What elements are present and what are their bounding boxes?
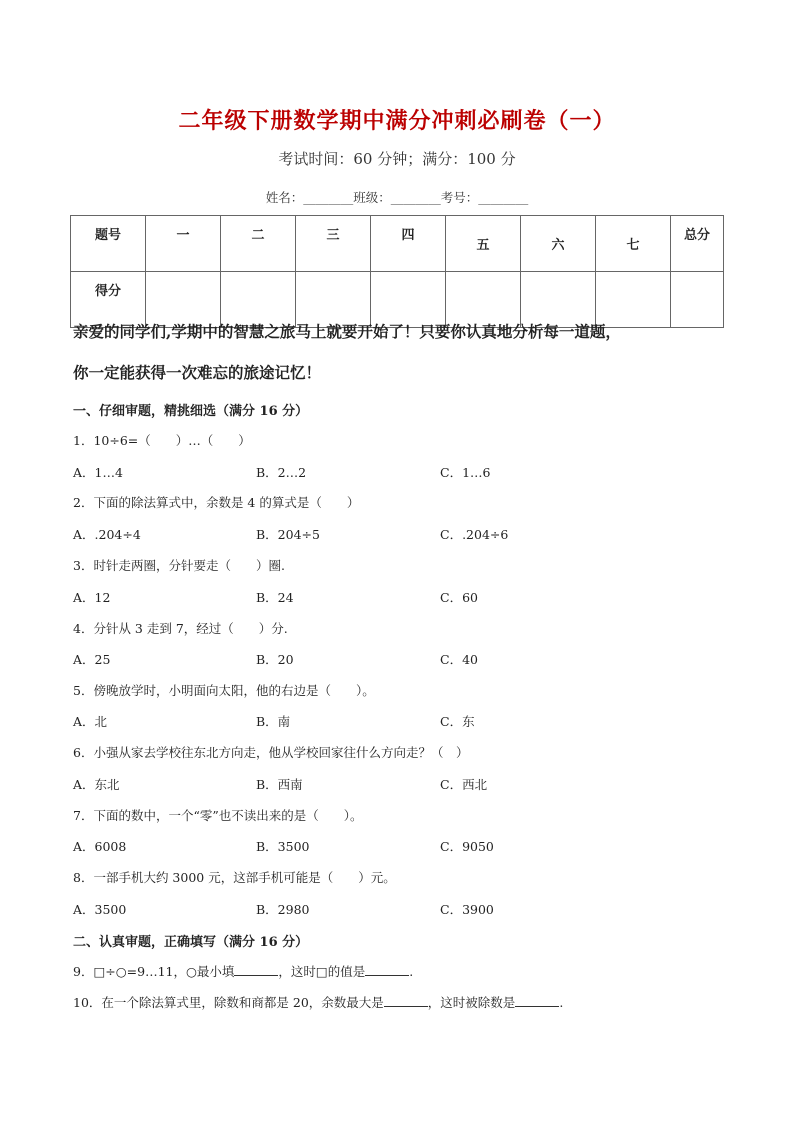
score-header-cell: 三 [296, 216, 371, 272]
score-header-cell: 题号 [71, 216, 146, 272]
option-a: A．6008 [73, 839, 127, 854]
question-text: ，这时□的值是 [278, 964, 366, 979]
option-a: A．.204÷4 [73, 527, 141, 542]
option-a: A．25 [73, 652, 111, 667]
option-b: B．2…2 [256, 465, 307, 480]
option-c: C．3900 [440, 902, 494, 917]
intro-text-line-1: 亲爱的同学们,学期中的智慧之旅马上就要开始了！只要你认真地分析每一道题， [73, 322, 621, 341]
page-title: 二年级下册数学期中满分冲刺必刷卷（一） [178, 108, 616, 134]
score-table [70, 215, 724, 328]
option-a: A．12 [73, 590, 111, 605]
section-1-heading: 一、仔细审题，精挑细选（满分 16 分） [73, 404, 309, 419]
score-table-header-row [71, 216, 724, 272]
question-text: 10．在一个除法算式里，除数和商都是 20，余数最大是 [73, 995, 384, 1010]
answer-blank[interactable] [234, 963, 278, 976]
option-a: A．东北 [73, 777, 120, 792]
question-text: . [409, 964, 414, 979]
score-row-label: 得分 [71, 272, 146, 328]
option-c: C．60 [440, 590, 478, 605]
score-header-cell: 七 [596, 216, 671, 272]
option-a: A．3500 [73, 902, 127, 917]
question-stem: 1．10÷6=（ ）…（ ） [73, 433, 251, 448]
option-b: B．20 [256, 652, 294, 667]
question-stem: 5．傍晚放学时，小明面向太阳，他的右边是（ ）。 [73, 683, 375, 698]
option-c: C．40 [440, 652, 478, 667]
option-b: B．2980 [256, 902, 310, 917]
option-c: C．西北 [440, 777, 488, 792]
score-header-cell: 五 [446, 216, 521, 272]
score-header-cell: 一 [146, 216, 221, 272]
intro-text-line-2: 你一定能获得一次难忘的旅途记忆！ [73, 363, 322, 382]
option-a: A．1…4 [73, 465, 123, 480]
option-b: B．南 [256, 714, 291, 729]
question-stem: 6．小强从家去学校往东北方向走，他从学校回家往什么方向走？（ ） [73, 745, 469, 760]
option-c: C．1…6 [440, 465, 491, 480]
option-b: B．3500 [256, 839, 310, 854]
option-c: C．9050 [440, 839, 494, 854]
section-2-heading: 二、认真审题，正确填写（满分 16 分） [73, 935, 309, 950]
option-a: A．北 [73, 714, 108, 729]
question-9 [73, 962, 413, 980]
question-10 [73, 993, 563, 1011]
score-header-cell: 二 [221, 216, 296, 272]
question-stem: 7．下面的数中，一个“零”也不读出来的是（ ）。 [73, 808, 363, 823]
exam-info: 考试时间：60 分钟；满分：100 分 [278, 150, 516, 168]
question-text: . [559, 995, 564, 1010]
option-c: C．东 [440, 714, 475, 729]
score-header-cell: 总分 [671, 216, 724, 272]
question-stem: 2．下面的除法算式中，余数是 4 的算式是（ ） [73, 495, 360, 510]
option-b: B．西南 [256, 777, 303, 792]
question-stem: 8．一部手机大约 3000 元，这部手机可能是（ ）元。 [73, 870, 396, 885]
question-stem: 4．分针从 3 走到 7，经过（ ）分. [73, 621, 288, 636]
question-text: 9．□÷○=9…11，○最小填 [73, 964, 235, 979]
score-header-cell: 六 [521, 216, 596, 272]
answer-blank[interactable] [384, 994, 428, 1007]
option-b: B．204÷5 [256, 527, 320, 542]
option-b: B．24 [256, 590, 294, 605]
option-c: C．.204÷6 [440, 527, 509, 542]
question-stem: 3．时针走两圈，分针要走（ ）圈. [73, 558, 285, 573]
student-info-line: 姓名：________班级：________考号：________ [265, 190, 529, 205]
answer-blank[interactable] [365, 963, 409, 976]
answer-blank[interactable] [515, 994, 559, 1007]
question-text: ，这时被除数是 [427, 995, 516, 1010]
score-header-cell: 四 [371, 216, 446, 272]
